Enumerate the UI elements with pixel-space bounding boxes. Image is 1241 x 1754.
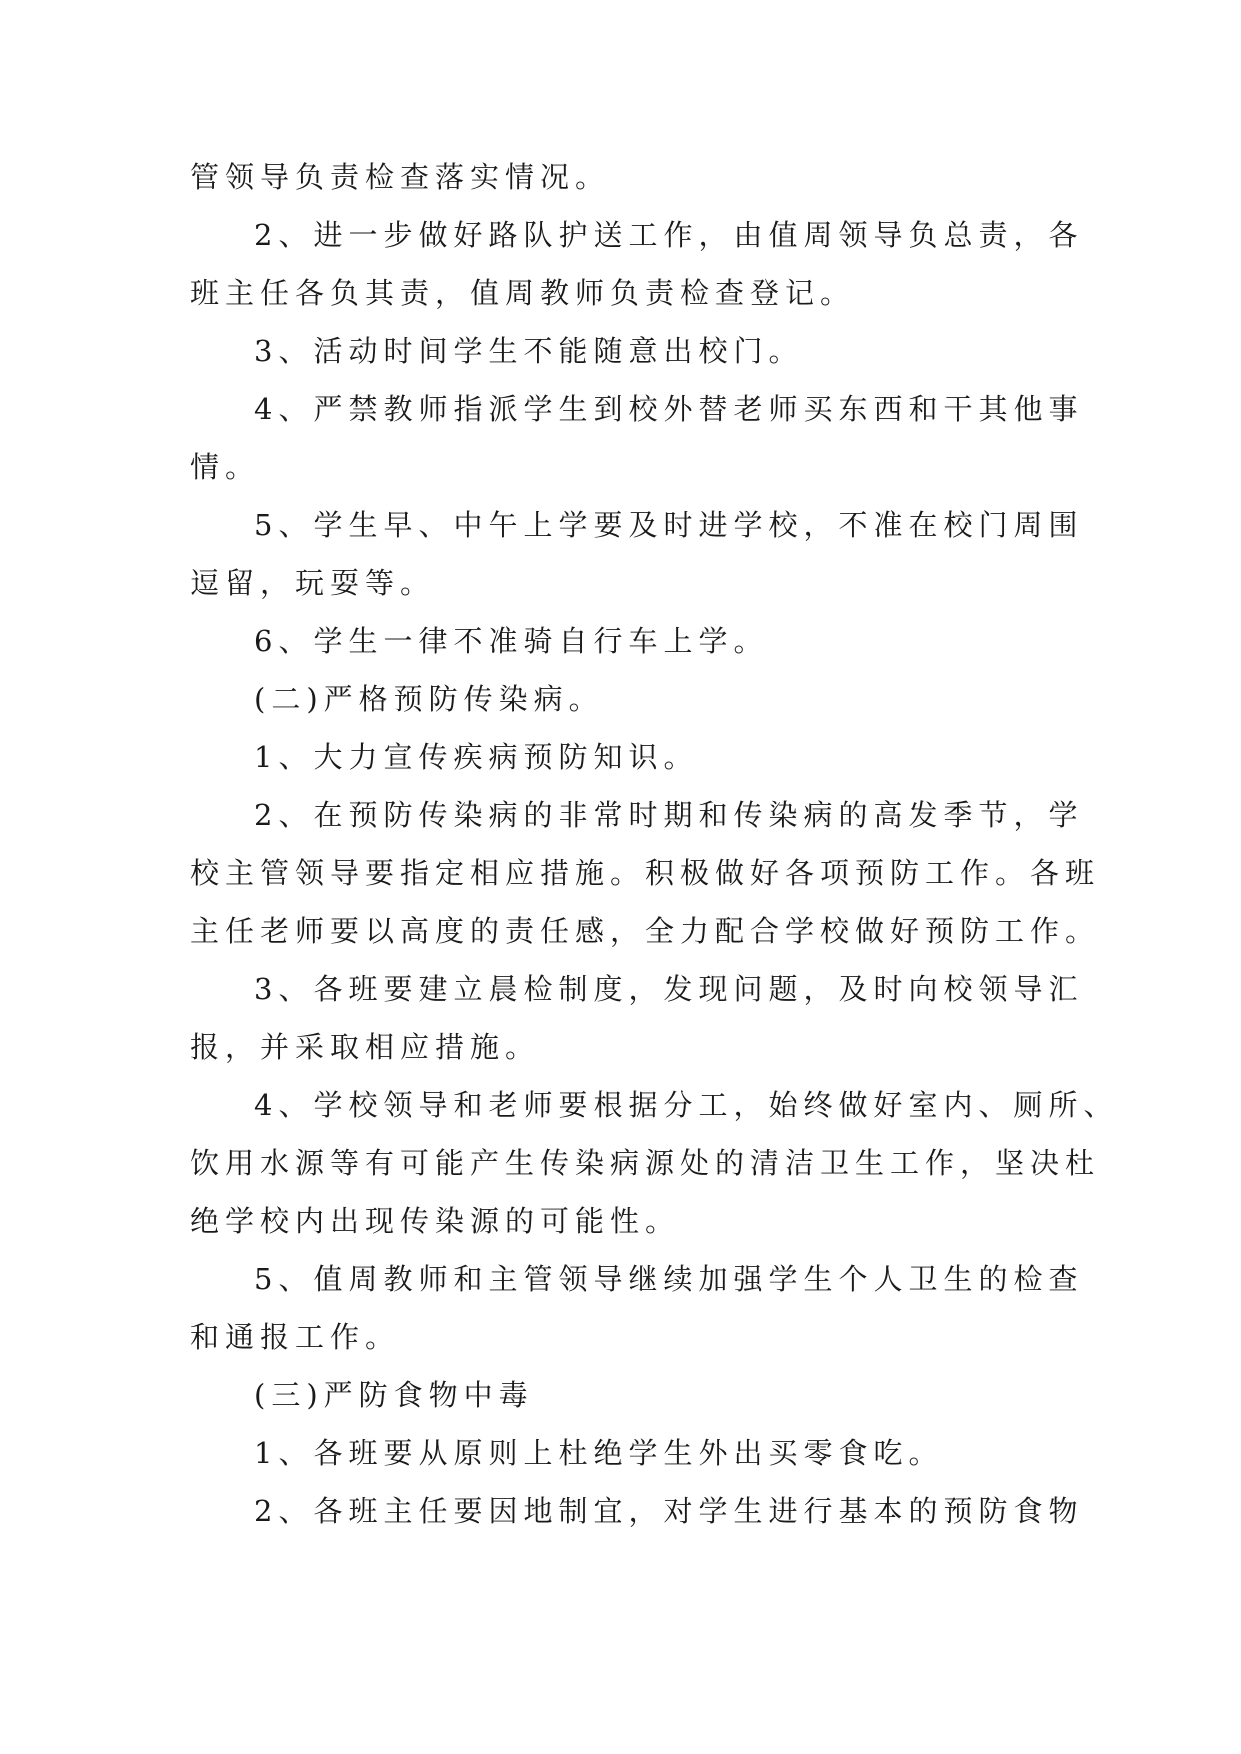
text-line: 5、学生早、中午上学要及时进学校，不准在校门周围	[254, 508, 1084, 542]
section-heading: (二)严格预防传染病。	[254, 682, 604, 716]
text-line: 2、在预防传染病的非常时期和传染病的高发季节，学	[254, 798, 1084, 832]
text-line: 主任老师要以高度的责任感，全力配合学校做好预防工作。	[190, 914, 1101, 948]
text-line: 3、活动时间学生不能随意出校门。	[254, 334, 804, 368]
text-line: 6、学生一律不准骑自行车上学。	[254, 624, 769, 658]
text-line: 4、学校领导和老师要根据分工，始终做好室内、厕所、	[254, 1088, 1119, 1122]
text-line: 4、严禁教师指派学生到校外替老师买东西和干其他事	[254, 392, 1084, 426]
text-line: 管领导负责检查落实情况。	[190, 160, 611, 194]
section-heading: (三)严防食物中毒	[254, 1378, 534, 1412]
text-line: 绝学校内出现传染源的可能性。	[190, 1204, 681, 1238]
text-line: 3、各班要建立晨检制度，发现问题，及时向校领导汇	[254, 972, 1084, 1006]
text-line: 校主管领导要指定相应措施。积极做好各项预防工作。各班	[190, 856, 1101, 890]
text-line: 班主任各负其责，值周教师负责检查登记。	[190, 276, 856, 310]
text-line: 逗留，玩耍等。	[190, 566, 436, 600]
text-line: 2、进一步做好路队护送工作，由值周领导负总责，各	[254, 218, 1084, 252]
text-line: 1、各班要从原则上杜绝学生外出买零食吃。	[254, 1436, 944, 1470]
text-line: 1、大力宣传疾病预防知识。	[254, 740, 699, 774]
text-line: 报，并采取相应措施。	[190, 1030, 541, 1064]
text-line: 2、各班主任要因地制宜，对学生进行基本的预防食物	[254, 1494, 1084, 1528]
document-body	[190, 148, 1119, 1540]
text-line: 情。	[190, 450, 261, 484]
text-line: 饮用水源等有可能产生传染病源处的清洁卫生工作，坚决杜	[190, 1146, 1101, 1180]
text-line: 和通报工作。	[190, 1320, 401, 1354]
text-line: 5、值周教师和主管领导继续加强学生个人卫生的检查	[254, 1262, 1084, 1296]
